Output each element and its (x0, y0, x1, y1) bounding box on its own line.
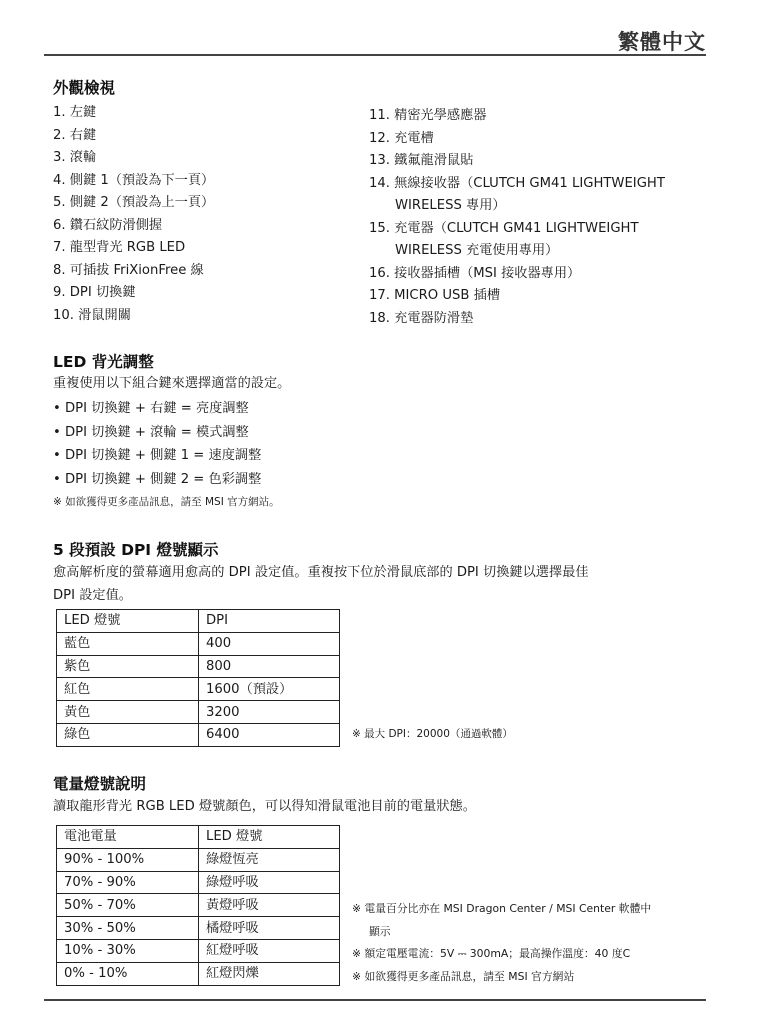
table-cell: 1600（預設） (199, 678, 340, 701)
table-cell: 黃燈呼吸 (199, 894, 340, 917)
overview-item: 4. 側鍵 1（預設為下一頁） (53, 172, 215, 188)
table-cell: 400 (199, 632, 340, 655)
dpi-note: ※ 最大 DPI：20000（通過軟體） (352, 728, 513, 740)
battery-table-row (57, 894, 340, 917)
overview-right-list (369, 105, 665, 330)
battery-note-item (352, 966, 651, 989)
battery-table-row (57, 917, 340, 940)
overview-item-text: 11. 精密光學感應器 (369, 108, 487, 123)
battery-note-item (352, 898, 651, 943)
table-cell: 紅燈閃爍 (199, 962, 340, 985)
led-bullet-item: • DPI 切換鍵 + 側鍵 2 = 色彩調整 (53, 471, 262, 487)
battery-note-item (352, 943, 651, 966)
dpi-heading: 5 段預設 DPI 燈號顯示 (53, 541, 219, 559)
table-cell: 3200 (199, 701, 340, 724)
table-cell: 50% - 70% (57, 894, 199, 917)
led-bullet-item: • DPI 切換鍵 + 側鍵 1 = 速度調整 (53, 448, 262, 463)
table-cell: 橘燈呼吸 (199, 917, 340, 940)
overview-item (369, 128, 665, 151)
overview-item-continuation: WIRELESS 充電使用專用） (395, 243, 559, 258)
overview-item-text: 13. 鐵氟龍滑鼠貼 (369, 153, 474, 168)
table-cell: 紅燈呼吸 (199, 939, 340, 962)
overview-item-text: 12. 充電槽 (369, 130, 434, 146)
table-cell: 黃色 (57, 701, 199, 724)
dpi-table-row (57, 632, 340, 655)
overview-item: 1. 左鍵 (53, 105, 97, 120)
overview-item-text: 15. 充電器（CLUTCH GM41 LIGHTWEIGHT (369, 220, 639, 236)
overview-item-text: 14. 無線接收器（CLUTCH GM41 LIGHTWEIGHT (369, 175, 665, 191)
overview-item: 3. 滾輪 (53, 150, 97, 165)
overview-item-text: 18. 充電器防滑墊 (369, 310, 474, 326)
table-cell: 綠燈呼吸 (199, 871, 340, 894)
battery-table-row (57, 962, 340, 985)
battery-heading: 電量燈號說明 (53, 775, 147, 793)
table-header-cell: 電池電量 (57, 826, 199, 849)
overview-item: 8. 可插拔 FriXionFree 線 (53, 262, 204, 278)
table-cell: 90% - 100% (57, 848, 199, 871)
overview-left-list (53, 102, 214, 327)
dpi-table-row (57, 655, 340, 678)
table-header-cell: LED 燈號 (57, 610, 199, 633)
table-cell: 6400 (199, 723, 340, 746)
battery-table-row (57, 848, 340, 871)
overview-item (369, 218, 665, 263)
dpi-table-row (57, 723, 340, 746)
table-header-cell: LED 燈號 (199, 826, 340, 849)
table-cell: 綠燈恆亮 (199, 848, 340, 871)
battery-note-text: ※ 額定電壓電流：5V ⎓ 300mA；最高操作溫度：40 度C (352, 947, 631, 960)
led-bullet-item: • DPI 切換鍵 + 右鍵 = 亮度調整 (53, 401, 249, 416)
overview-heading: 外觀檢視 (53, 79, 116, 97)
led-heading: LED 背光調整 (53, 353, 154, 371)
table-cell: 800 (199, 655, 340, 678)
table-cell: 0% - 10% (57, 962, 199, 985)
overview-item-text: 17. MICRO USB 插槽 (369, 288, 501, 303)
table-cell: 紫色 (57, 655, 199, 678)
table-cell: 10% - 30% (57, 939, 199, 962)
battery-table (56, 825, 340, 986)
battery-note-continuation: 顯示 (369, 924, 391, 938)
dpi-table-row (57, 678, 340, 701)
overview-item (369, 308, 665, 331)
overview-item: 6. 鑽石紋防滑側握 (53, 217, 163, 233)
battery-table-row (57, 871, 340, 894)
dpi-description-line2: DPI 設定值。 (53, 588, 132, 603)
dpi-table-row (57, 701, 340, 724)
table-header-row (57, 826, 340, 849)
table-header-cell: DPI (199, 610, 340, 633)
battery-table-row (57, 939, 340, 962)
battery-note-text: ※ 如欲獲得更多產品訊息，請至 MSI 官方網站 (352, 969, 575, 983)
overview-item: 2. 右鍵 (53, 127, 97, 143)
overview-item-text: 16. 接收器插槽（MSI 接收器專用） (369, 265, 581, 281)
led-note: ※ 如欲獲得更多產品訊息，請至 MSI 官方網站。 (53, 496, 280, 508)
dpi-table (56, 609, 340, 747)
table-cell: 70% - 90% (57, 871, 199, 894)
led-bullet-list (53, 397, 261, 491)
overview-item: 5. 側鍵 2（預設為上一頁） (53, 195, 215, 210)
table-header-row (57, 610, 340, 633)
table-cell: 紅色 (57, 678, 199, 701)
overview-item (369, 285, 665, 308)
led-bullet-item: • DPI 切換鍵 + 滾輪 = 模式調整 (53, 424, 249, 440)
battery-notes (352, 898, 651, 988)
table-cell: 藍色 (57, 632, 199, 655)
overview-item (369, 150, 665, 173)
led-intro: 重複使用以下組合鍵來選擇適當的設定。 (53, 376, 291, 391)
battery-note-text: ※ 電量百分比亦在 MSI Dragon Center / MSI Center 軟體中 (352, 902, 652, 915)
bottom-divider (44, 999, 706, 1001)
overview-item-continuation: WIRELESS 專用） (395, 198, 506, 213)
overview-item: 10. 滑鼠開關 (53, 307, 131, 323)
overview-item (369, 173, 665, 218)
battery-intro: 讀取龍形背光 RGB LED 燈號顏色，可以得知滑鼠電池目前的電量狀態。 (53, 799, 476, 814)
table-cell: 綠色 (57, 723, 199, 746)
overview-item (369, 105, 665, 128)
overview-item: 7. 龍型背光 RGB LED (53, 240, 186, 255)
overview-item (369, 263, 665, 286)
top-divider (44, 54, 706, 56)
overview-item: 9. DPI 切換鍵 (53, 285, 136, 300)
language-title: 繁體中文 (618, 30, 706, 54)
dpi-description-line1: 愈高解析度的螢幕適用愈高的 DPI 設定值。重複按下位於滑鼠底部的 DPI 切換鍵以選擇最佳 (53, 565, 589, 580)
table-cell: 30% - 50% (57, 917, 199, 940)
